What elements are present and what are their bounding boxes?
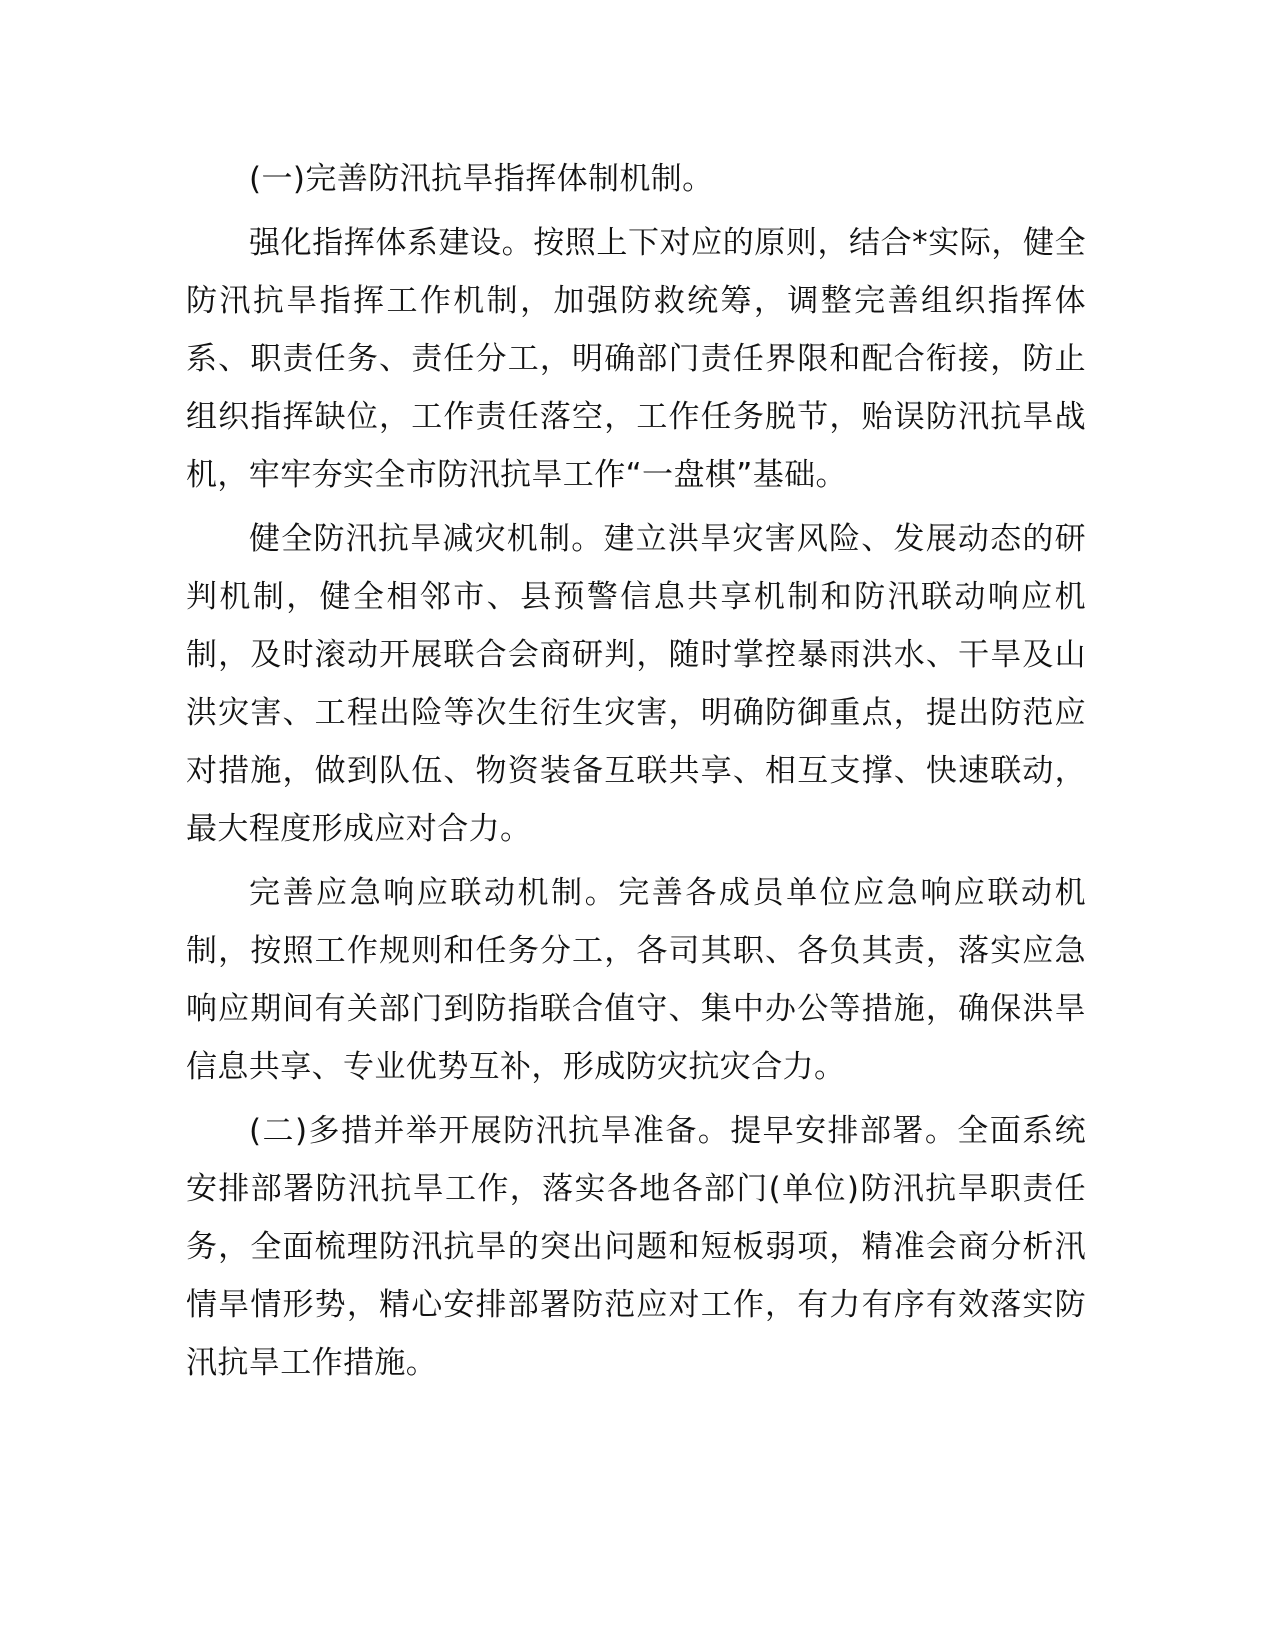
document-page (186, 150, 1086, 1398)
paragraph-disaster-reduction: 健全防汛抗旱减灾机制。建立洪旱灾害风险、发展动态的研判机制，健全相邻市、县预警信息共享机制和防汛联动响应机制，及时滚动开展联合会商研判，随时掌控暴雨洪水、干旱及山洪灾害、工程出险等次生衍生灾害，明确防御重点，提出防范应对措施，做到队伍、物资装备互联共享、相互支撑、快速联动，最大程度形成应对合力。 (186, 521, 1086, 847)
paragraph-command-system: 强化指挥体系建设。按照上下对应的原则，结合*实际，健全防汛抗旱指挥工作机制，加强防救统筹，调整完善组织指挥体系、职责任务、责任分工，明确部门责任界限和配合衔接，防止组织指挥缺位，工作责任落空，工作任务脱节，贻误防汛抗旱战机，牢牢夯实全市防汛抗旱工作“一盘棋”基础。 (186, 225, 1086, 493)
paragraph-emergency-response: 完善应急响应联动机制。完善各成员单位应急响应联动机制，按照工作规则和任务分工，各司其职、各负其责，落实应急响应期间有关部门到防指联合值守、集中办公等措施，确保洪旱信息共享、专业优势互补，形成防灾抗灾合力。 (186, 875, 1086, 1085)
section-heading-1: (一)完善防汛抗旱指挥体制机制。 (249, 161, 714, 197)
section-heading-2-paragraph: (二)多措并举开展防汛抗旱准备。提早安排部署。全面系统安排部署防汛抗旱工作，落实各地各部门(单位)防汛抗旱职责任务，全面梳理防汛抗旱的突出问题和短板弱项，精准会商分析汛情旱情形势，精心安排部署防范应对工作，有力有序有效落实防汛抗旱工作措施。 (186, 1113, 1086, 1381)
